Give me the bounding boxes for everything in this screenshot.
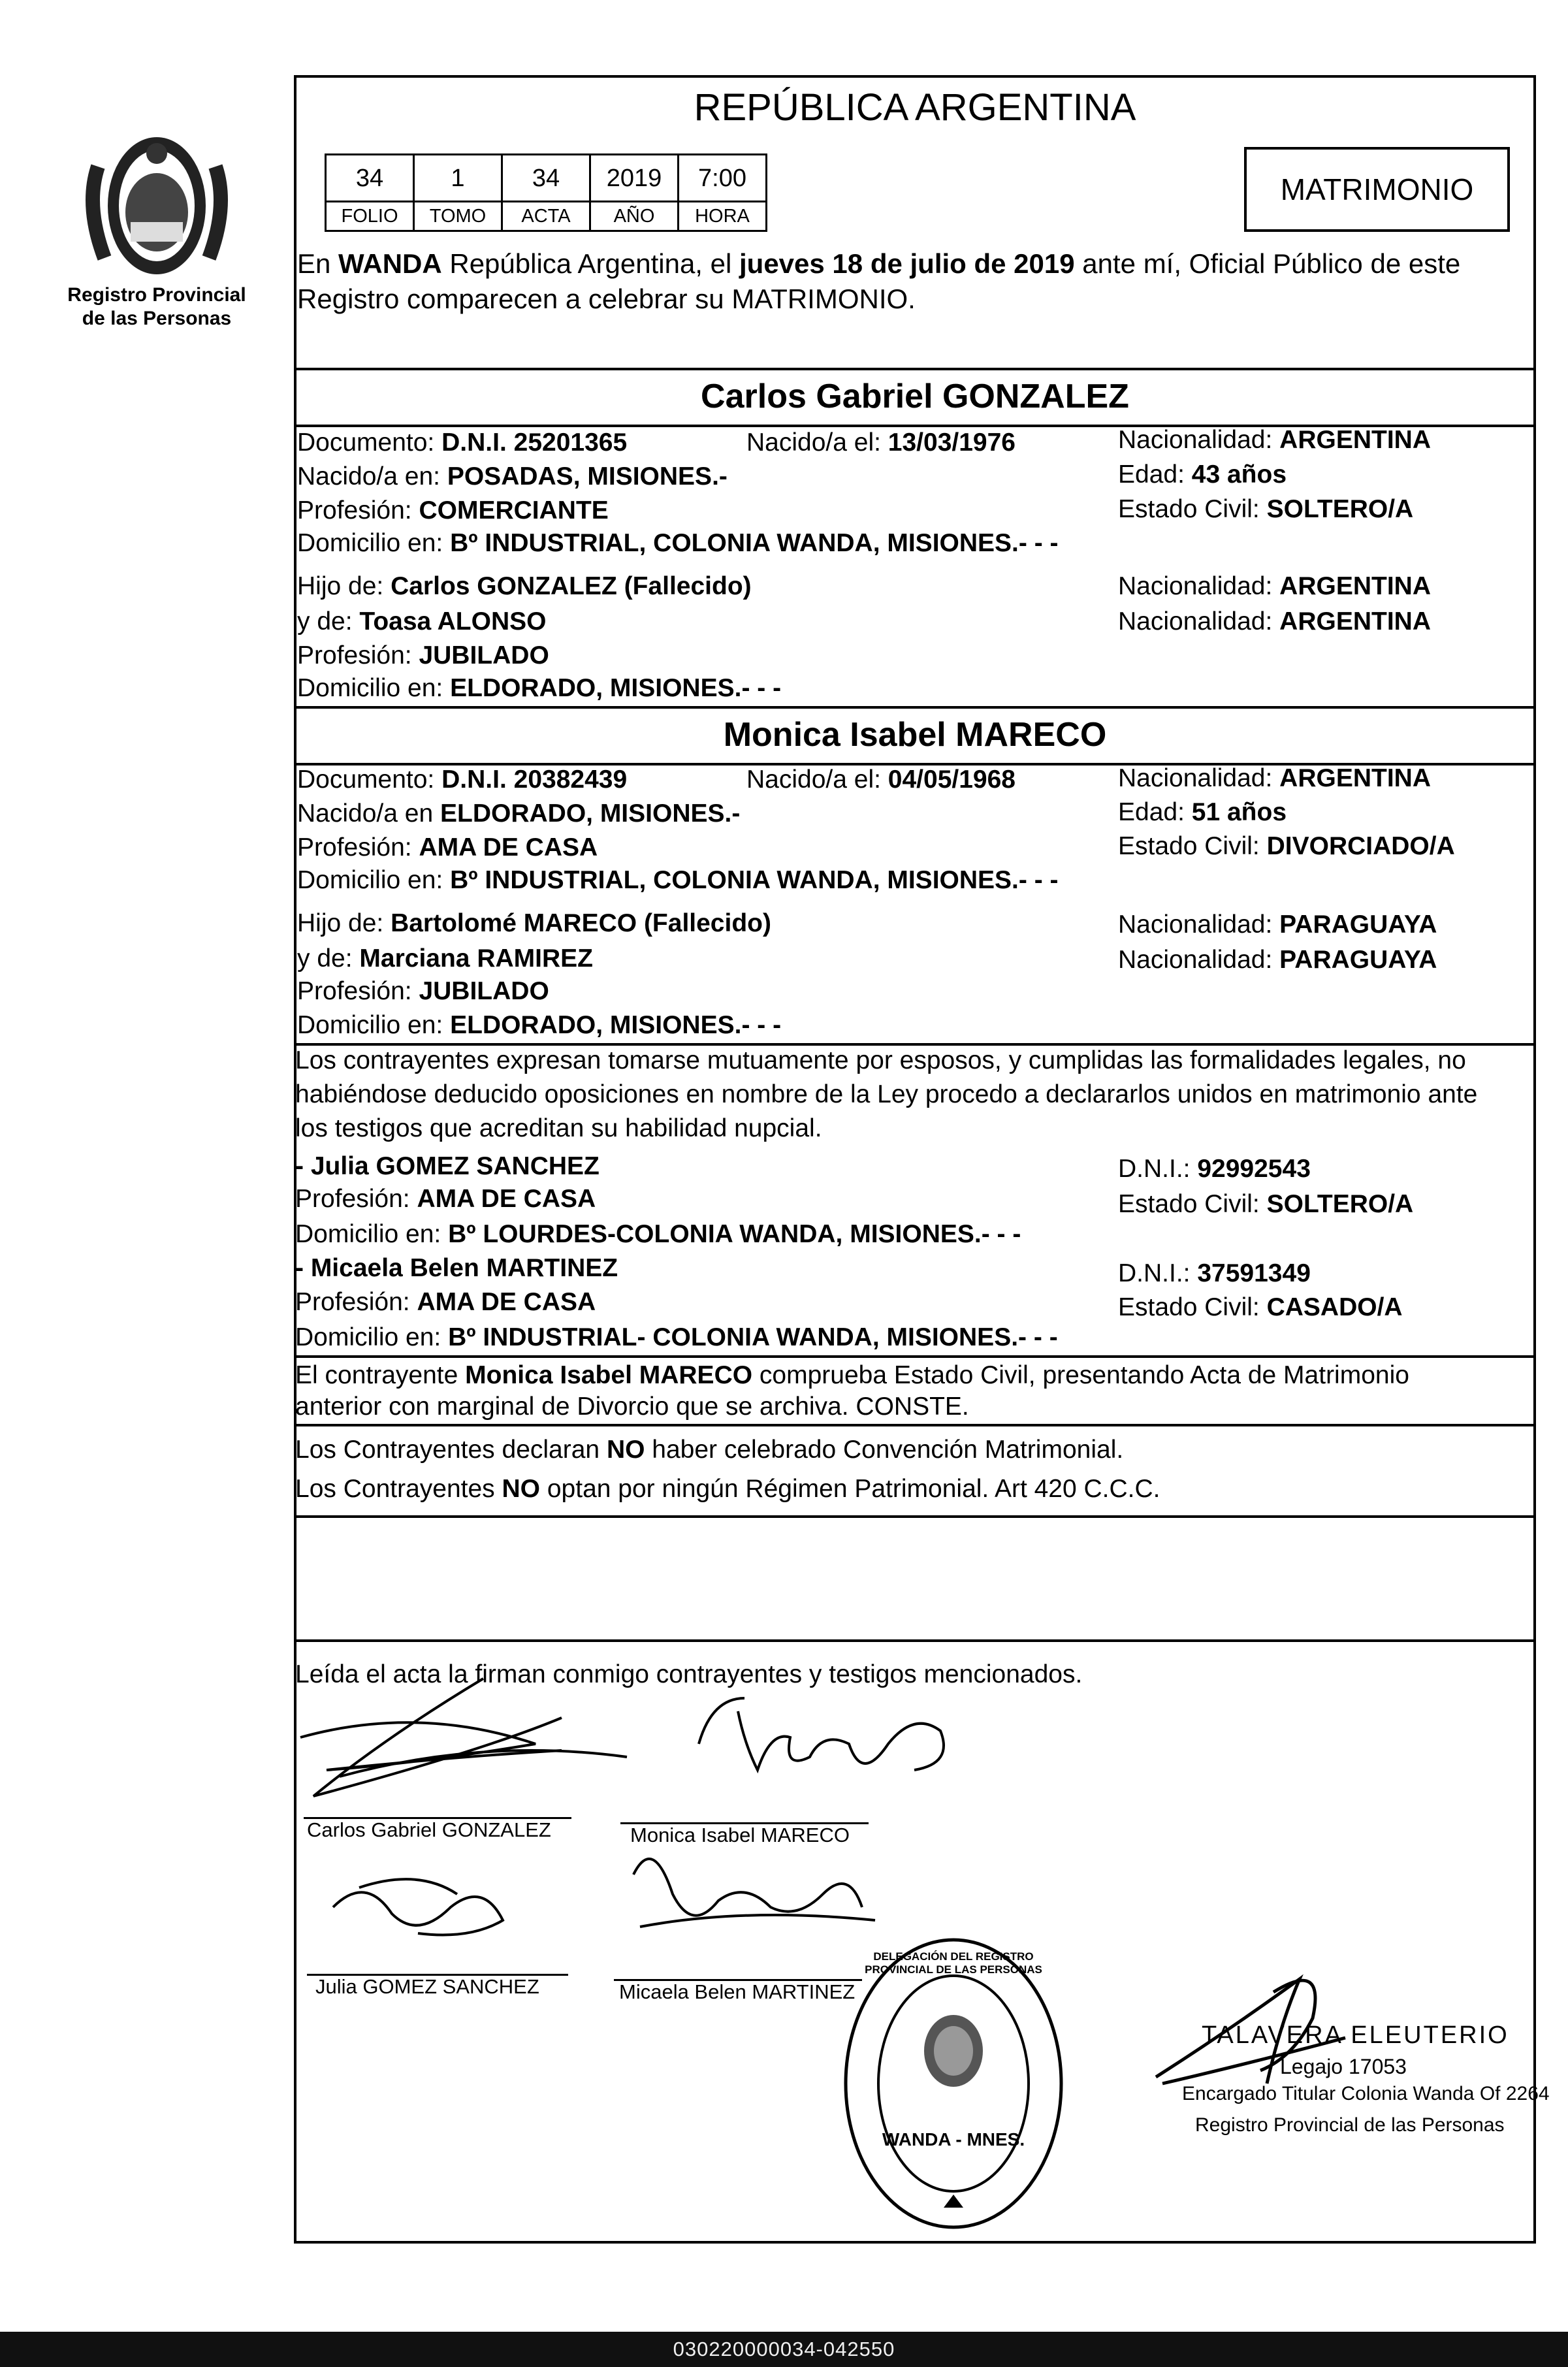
country-title: REPÚBLICA ARGENTINA [694, 86, 1136, 129]
spouse2-nationality: Nacionalidad: ARGENTINA [1118, 764, 1432, 792]
spouse1-father: Hijo de: Carlos GONZALEZ (Fallecido) [297, 572, 752, 600]
logo-caption-1: Registro Provincial [67, 284, 246, 306]
spouse2-civil-status: Estado Civil: DIVORCIADO/A [1118, 832, 1455, 860]
intro-line-2: Registro comparecen a celebrar su MATRIMONIO. [297, 283, 916, 314]
witness2-profession: Profesión: AMA DE CASA [295, 1288, 596, 1316]
registry-logo [67, 108, 246, 329]
spouse2-parents-profession: Profesión: JUBILADO [297, 977, 549, 1005]
spouse2-age: Edad: 51 años [1118, 798, 1287, 826]
spouse1-address: Domicilio en: Bº INDUSTRIAL, COLONIA WANDA, MISIONES.- - - [297, 529, 1059, 557]
declaration-line-1: Los contrayentes expresan tomarse mutuamente por esposos, y cumplidas las formalidades legales, no [295, 1046, 1466, 1074]
divider [294, 1355, 1536, 1358]
spouse1-name: Carlos Gabriel GONZALEZ [701, 378, 1129, 415]
intro-line-1: En WANDA República Argentina, el jueves 18 de julio de 2019 ante mí, Oficial Público de este [297, 248, 1461, 279]
spouse1-profession: Profesión: COMERCIANTE [297, 496, 609, 524]
witness2-civil-status: Estado Civil: CASADO/A [1118, 1293, 1403, 1321]
spouse1-birthdate: Nacido/a el: 13/03/1976 [746, 428, 1016, 457]
convention-line-2: Los Contrayentes NO optan por ningún Régimen Patrimonial. Art 420 C.C.C. [295, 1475, 1160, 1503]
spouse2-father-nationality: Nacionalidad: PARAGUAYA [1118, 910, 1437, 939]
spouse1-nationality: Nacionalidad: ARGENTINA [1118, 426, 1432, 454]
spouse1-documento: Documento: D.N.I. 25201365 [297, 428, 628, 457]
registry-stamp [839, 1933, 1068, 2234]
convention-line-1: Los Contrayentes declaran NO haber celebrado Convención Matrimonial. [295, 1436, 1124, 1464]
signature-label-2: Monica Isabel MARECO [630, 1824, 850, 1846]
spouse2-mother-nationality: Nacionalidad: PARAGUAYA [1118, 946, 1437, 974]
acta-label: ACTA [501, 202, 591, 232]
witness2-dni: D.N.I.: 37591349 [1118, 1259, 1311, 1287]
spouse1-parents-profession: Profesión: JUBILADO [297, 641, 549, 669]
spouse2-birthdate: Nacido/a el: 04/05/1968 [746, 765, 1016, 794]
spouse2-mother: y de: Marciana RAMIREZ [297, 944, 593, 973]
divider [294, 1424, 1536, 1426]
folio-label: FOLIO [325, 202, 415, 232]
spouse1-parents-address: Domicilio en: ELDORADO, MISIONES.- - - [297, 674, 782, 702]
witness1-dni: D.N.I.: 92992543 [1118, 1155, 1311, 1183]
hora-value: 7:00 [677, 153, 767, 202]
spouse1-mother: y de: Toasa ALONSO [297, 607, 547, 636]
officer-registry: Registro Provincial de las Personas [1195, 2114, 1505, 2136]
witness1-name: - Julia GOMEZ SANCHEZ [295, 1152, 600, 1180]
divorce-note-line-2: anterior con marginal de Divorcio que se archiva. CONSTE. [295, 1393, 969, 1421]
signature-label-1: Carlos Gabriel GONZALEZ [307, 1818, 551, 1841]
tomo-label: TOMO [413, 202, 503, 232]
spouse2-parents-address: Domicilio en: ELDORADO, MISIONES.- - - [297, 1011, 782, 1039]
divider [294, 1639, 1536, 1642]
divorce-note-line-1: El contrayente Monica Isabel MARECO comprueba Estado Civil, presentando Acta de Matrimonio [295, 1361, 1409, 1389]
logo-caption-2: de las Personas [82, 308, 232, 329]
witness2-address: Domicilio en: Bº INDUSTRIAL- COLONIA WANDA, MISIONES.- - - [295, 1323, 1058, 1351]
declaration-line-3: los testigos que acreditan su habilidad nupcial. [295, 1114, 822, 1142]
spouse2-birthplace: Nacido/a en ELDORADO, MISIONES.- [297, 799, 741, 828]
spouse2-father: Hijo de: Bartolomé MARECO (Fallecido) [297, 909, 771, 937]
stamp-center-text: WANDA - MNES. [882, 2129, 1025, 2150]
divider [294, 1515, 1536, 1518]
signature-label-4: Micaela Belen MARTINEZ [619, 1980, 856, 2003]
divider [294, 368, 1536, 370]
spouse1-birthplace: Nacido/a en: POSADAS, MISIONES.- [297, 462, 728, 491]
spouse2-documento: Documento: D.N.I. 20382439 [297, 765, 628, 794]
officer-legajo: Legajo 17053 [1280, 2055, 1407, 2078]
anio-label: AÑO [589, 202, 679, 232]
spouse2-name: Monica Isabel MARECO [723, 716, 1107, 754]
spouse2-profession: Profesión: AMA DE CASA [297, 833, 598, 861]
spouse1-father-nationality: Nacionalidad: ARGENTINA [1118, 572, 1432, 600]
document-barcode-id: 030220000034-042550 [0, 2332, 1568, 2367]
reading-statement: Leída el acta la firman conmigo contrayentes y testigos mencionados. [295, 1660, 1083, 1688]
officer-title: Encargado Titular Colonia Wanda Of 2264 [1182, 2083, 1550, 2104]
witness1-profession: Profesión: AMA DE CASA [295, 1185, 596, 1213]
tomo-value: 1 [413, 153, 503, 202]
spouse1-civil-status: Estado Civil: SOLTERO/A [1118, 495, 1414, 523]
act-type: MATRIMONIO [1280, 172, 1474, 206]
signature-label-3: Julia GOMEZ SANCHEZ [315, 1975, 539, 1998]
divider [294, 706, 1536, 709]
officer-name: TALAVERA ELEUTERIO [1202, 2021, 1509, 2049]
witness1-civil-status: Estado Civil: SOLTERO/A [1118, 1190, 1414, 1218]
stamp-ring-text: DELEGACIÓN DEL REGISTRO PROVINCIAL DE LAS PERSONAS [865, 1950, 1042, 1976]
stamp-seal-icon [839, 1933, 1068, 2234]
spouse2-address: Domicilio en: Bº INDUSTRIAL, COLONIA WANDA, MISIONES.- - - [297, 866, 1059, 894]
spouse1-mother-nationality: Nacionalidad: ARGENTINA [1118, 607, 1432, 636]
witness1-address: Domicilio en: Bº LOURDES-COLONIA WANDA, MISIONES.- - - [295, 1220, 1021, 1248]
folio-value: 34 [325, 153, 415, 202]
hora-label: HORA [677, 202, 767, 232]
anio-value: 2019 [589, 153, 679, 202]
witness2-name: - Micaela Belen MARTINEZ [295, 1254, 618, 1282]
spouse1-age: Edad: 43 años [1118, 460, 1287, 489]
misiones-seal-icon [72, 108, 242, 304]
acta-value: 34 [501, 153, 591, 202]
declaration-line-2: habiéndose deducido oposiciones en nombre de la Ley procedo a declararlos unidos en matrimonio ante [295, 1080, 1478, 1108]
act-type-box [1244, 147, 1510, 232]
